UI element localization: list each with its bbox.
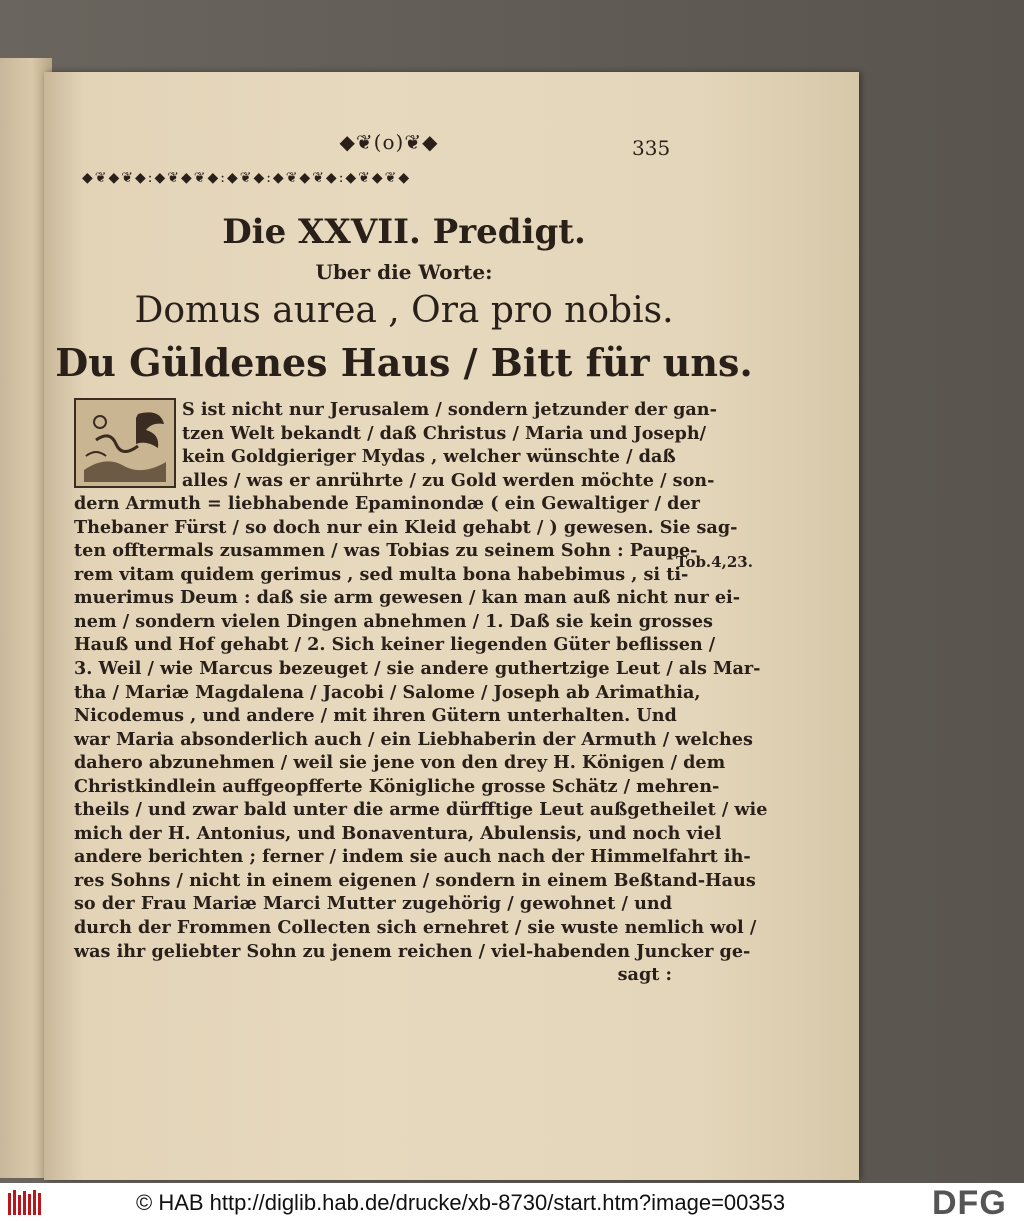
text-line: Christkindlein auffgeopfferte Königliche grosse Schätz / mehren-	[74, 775, 720, 797]
text-line: muerimus Deum : daß sie arm gewesen / kan man auß nicht nur ei-	[74, 587, 741, 609]
page-number: 335	[632, 136, 671, 160]
latin-motto: Domus aurea , Ora pro nobis.	[134, 290, 674, 331]
text-line: rem vitam quidem gerimus , sed multa bona habebimus , si ti-	[74, 563, 689, 585]
text-line: so der Frau Mariæ Marci Mutter zugehörig / gewohnet / und	[74, 893, 672, 915]
text-line: dern Armuth = liebhabende Epaminondæ ( ein Gewaltiger / der	[74, 493, 700, 515]
text-line: was ihr geliebter Sohn zu jenem reichen / viel-habenden Juncker ge-	[74, 940, 751, 962]
text-line: sagt :	[617, 964, 672, 986]
text-line: war Maria absonderlich auch / ein Liebhaberin der Armuth / welches	[74, 728, 753, 750]
book-page	[44, 72, 859, 1180]
text-line: tha / Mariæ Magdalena / Jacobi / Salome / Joseph ab Arimathia,	[74, 681, 701, 703]
text-line: theils / und zwar bald unter die arme dürfftige Leut außgetheilet / wie	[74, 799, 768, 821]
text-line: nem / sondern vielen Dingen abnehmen / 1. Daß sie kein grosses	[74, 610, 713, 632]
text-line: 3. Weil / wie Marcus bezeuget / sie andere guthertzige Leut / als Mar-	[74, 658, 761, 680]
marginal-note: Tob.4,23.	[676, 553, 753, 571]
footer-bar	[0, 1183, 1024, 1223]
text-line: S ist nicht nur Jerusalem / sondern jetzunder der gan-	[182, 399, 717, 420]
text-line: alles / was er anrührte / zu Gold werden möchte / son-	[182, 469, 715, 491]
sermon-title: Die XXVII. Predigt.	[222, 212, 586, 252]
text-line: tzen Welt bekandt / daß Christus / Maria und Joseph/	[182, 422, 707, 444]
source-credit-link[interactable]: © HAB http://diglib.hab.de/drucke/xb-8730/start.htm?image=00353	[136, 1190, 786, 1215]
text-line: durch der Frommen Collecten sich ernehret / sie wuste nemlich wol /	[74, 917, 757, 939]
header-ornament: ◆❦(o)❦◆	[339, 130, 439, 154]
decorated-initial-e-icon	[74, 398, 176, 488]
page-header	[44, 130, 859, 160]
german-motto: Du Güldenes Haus / Bitt für uns.	[55, 340, 753, 385]
hab-logo-icon	[6, 1187, 46, 1219]
text-line: ten offtermals zusammen / was Tobias zu seinem Sohn : Paupe-	[74, 540, 698, 562]
sermon-intro: Uber die Worte:	[315, 260, 493, 284]
text-line: Hauß und Hof gehabt / 2. Sich keiner liegenden Güter beflissen /	[74, 634, 716, 656]
text-line: Nicodemus , und andere / mit ihren Gütern unterhalten. Und	[74, 705, 677, 727]
text-line: dahero abzunehmen / weil sie jene von den drey H. Königen / dem	[74, 752, 726, 774]
text-line: Thebaner Fürst / so doch nur ein Kleid gehabt / ) gewesen. Sie sag-	[74, 516, 738, 538]
text-line: res Sohns / nicht in einem eigenen / sondern in einem Beßtand-Haus	[74, 869, 756, 891]
dfg-logo: DFG	[932, 1184, 1007, 1222]
text-line: andere berichten ; ferner / indem sie auch nach der Himmelfahrt ih-	[74, 846, 751, 868]
text-line: mich der H. Antonius, und Bonaventura, Abulensis, und noch viel	[74, 822, 722, 844]
ornament-rule: ◆❦◆❦◆:◆❦◆❦◆:◆❦◆:◆❦◆❦◆:◆❦◆❦◆	[82, 170, 412, 186]
text-line: kein Goldgieriger Mydas , welcher wünschte / daß	[182, 446, 676, 468]
